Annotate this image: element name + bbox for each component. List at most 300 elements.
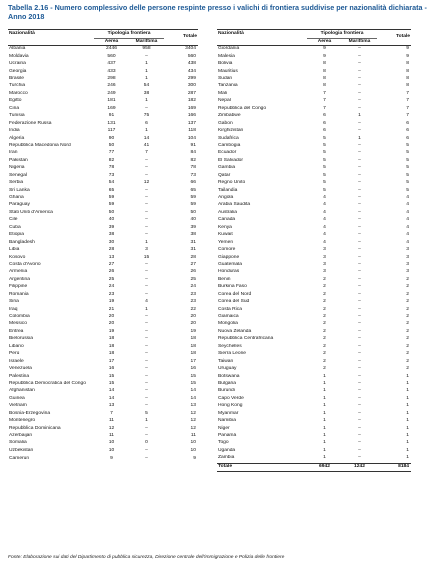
table-row <box>8 180 411 187</box>
table-row <box>8 329 411 336</box>
total-cell: 3 <box>406 269 409 275</box>
nationality-cell: Burundi <box>218 388 235 394</box>
air-cell: 7 <box>323 90 326 96</box>
total-cell: 2 <box>406 314 409 320</box>
total-cell: 11 <box>190 433 196 439</box>
total-cell: 169 <box>187 105 196 111</box>
data-table-container <box>8 29 411 472</box>
gutter <box>198 135 217 142</box>
gutter <box>198 165 217 172</box>
sea-cell: 1 <box>145 61 148 67</box>
total-cell: 17 <box>190 358 196 364</box>
sea-cell: – <box>358 61 361 67</box>
sea-cell: – <box>145 351 148 357</box>
sea-cell: – <box>145 447 148 453</box>
total-cell: 9 <box>193 455 196 461</box>
table-row <box>8 187 411 194</box>
sea-cell: – <box>358 276 361 282</box>
nationality-cell: Comore <box>218 247 236 253</box>
sea-cell: – <box>358 217 361 223</box>
air-cell: 91 <box>108 113 115 119</box>
nationality-cell: Filippine <box>9 284 28 290</box>
sea-cell: 7 <box>145 150 148 156</box>
sea-cell: – <box>358 425 361 431</box>
header-nationality-left: Nazionalità <box>8 30 94 39</box>
sea-cell: – <box>358 291 361 297</box>
table-row <box>8 165 411 172</box>
table-row <box>8 106 411 113</box>
total-cell: 299 <box>187 76 196 82</box>
total-cell: 59 <box>190 195 196 201</box>
air-cell: 1 <box>323 433 326 439</box>
sea-cell: 0 <box>145 440 148 446</box>
air-cell: 1 <box>323 403 326 409</box>
gutter <box>198 277 217 284</box>
total-cell: 5 <box>406 165 409 171</box>
nationality-cell: Bielorussia <box>9 336 33 342</box>
sea-cell: – <box>145 53 148 59</box>
table-row <box>8 262 411 269</box>
air-cell: 2 <box>323 343 326 349</box>
table-row <box>8 68 411 75</box>
sea-cell: 12 <box>143 180 150 186</box>
sea-cell: – <box>145 321 148 327</box>
air-cell: 54 <box>108 180 115 186</box>
sea-cell: – <box>145 366 148 372</box>
table-row <box>8 306 411 313</box>
total-cell: 59 <box>190 202 196 208</box>
table-row <box>8 284 411 291</box>
total-cell: 4 <box>406 217 409 223</box>
sea-cell: – <box>145 224 148 230</box>
total-cell: 2 <box>406 299 409 305</box>
total-cell: 12 <box>190 410 196 416</box>
gutter <box>198 291 217 298</box>
total-cell: 7 <box>406 98 409 104</box>
air-cell: 4 <box>323 224 326 230</box>
total-cell: 84 <box>190 150 196 156</box>
sea-cell: – <box>358 388 361 394</box>
nationality-cell: Giappone <box>218 254 240 260</box>
sea-cell: 1 <box>145 418 148 424</box>
nationality-cell: Cuba <box>9 224 21 230</box>
nationality-cell: Repubblica Democratica del Congo <box>9 380 86 386</box>
sea-cell: 3 <box>145 247 148 253</box>
gutter <box>198 403 217 410</box>
sea-cell: 41 <box>143 142 150 148</box>
table-row <box>8 358 411 365</box>
sea-cell: – <box>145 276 148 282</box>
air-cell: 7 <box>323 98 326 104</box>
air-cell: 2 <box>323 276 326 282</box>
nationality-cell: Etiopia <box>9 232 24 238</box>
nationality-cell: Kosovo <box>9 254 26 260</box>
air-cell: 30 <box>108 239 115 245</box>
sea-cell: – <box>145 395 148 401</box>
air-cell: 169 <box>107 105 116 111</box>
sea-cell: – <box>358 433 361 439</box>
gutter <box>198 299 217 306</box>
total-cell: 3 <box>406 254 409 260</box>
sea-cell: – <box>145 284 148 290</box>
air-cell: 19 <box>108 328 115 334</box>
air-cell: 3 <box>323 247 326 253</box>
total-cell: 23 <box>190 291 196 297</box>
total-cell: 10 <box>190 440 196 446</box>
air-cell: 8 <box>323 68 326 74</box>
air-cell: 78 <box>108 165 115 171</box>
sea-cell: 1 <box>358 135 361 141</box>
air-cell: 82 <box>108 157 115 163</box>
table-row <box>8 239 411 246</box>
total-cell: 5 <box>406 172 409 178</box>
gutter <box>198 440 217 447</box>
sea-cell: – <box>145 455 148 461</box>
gutter <box>198 418 217 425</box>
total-cell: 7 <box>406 113 409 119</box>
sea-cell: 1 <box>145 128 148 134</box>
nationality-cell: Guatemala <box>218 261 242 267</box>
nationality-cell: Turchia <box>9 83 26 89</box>
air-cell: 6 <box>323 113 326 119</box>
header-total-left: Totale <box>164 30 198 46</box>
sea-cell: – <box>358 395 361 401</box>
sea-cell: 75 <box>143 113 150 119</box>
total-cell: 28 <box>190 254 196 260</box>
gutter <box>198 143 217 150</box>
total-cell: 26 <box>190 269 196 275</box>
nationality-cell: Tailandia <box>218 187 238 193</box>
nationality-cell: Mauritius <box>218 68 238 74</box>
air-cell: 9 <box>323 53 326 59</box>
total-cell: 1 <box>406 395 409 401</box>
gutter <box>198 91 217 98</box>
total-cell: 40 <box>190 217 196 223</box>
total-cell: 1 <box>406 447 409 453</box>
gutter <box>198 239 217 246</box>
total-cell: 2 <box>406 351 409 357</box>
table-row <box>8 344 411 351</box>
total-cell: 6 <box>406 135 409 141</box>
nationality-cell: Camerun <box>9 455 30 461</box>
total-cell: 8 <box>406 61 409 67</box>
table-row <box>8 128 411 135</box>
air-cell: 65 <box>108 187 115 193</box>
table-row <box>8 440 411 447</box>
nationality-cell: Moldavia <box>9 53 29 59</box>
gutter <box>198 336 217 343</box>
air-cell: 2 <box>323 314 326 320</box>
nationality-cell: Yemen <box>218 239 234 245</box>
air-cell: 11 <box>108 418 115 424</box>
table-row <box>8 76 411 83</box>
total-cell: 1 <box>406 440 409 446</box>
total-cell: 560 <box>187 53 196 59</box>
nationality-cell: Pakistan <box>9 157 28 163</box>
total-cell: 434 <box>187 68 196 74</box>
sea-cell: – <box>358 187 361 193</box>
total-cell: 18 <box>190 351 196 357</box>
sea-cell: – <box>145 187 148 193</box>
nationality-cell: Stati Uniti d'America <box>9 209 53 215</box>
air-cell: 4 <box>323 239 326 245</box>
table-row <box>8 381 411 388</box>
sea-cell: – <box>358 76 361 82</box>
air-cell: 21 <box>108 306 115 312</box>
nationality-cell: Montenegro <box>9 418 36 424</box>
sea-cell: – <box>145 195 148 201</box>
table-row <box>8 172 411 179</box>
nationality-cell: Armenia <box>9 269 28 275</box>
total-cell: 9 <box>406 46 409 52</box>
header-nationality-right: Nazionalità <box>217 30 307 39</box>
nationality-cell: Zambia <box>218 455 235 461</box>
total-cell: 2 <box>406 336 409 342</box>
gutter <box>198 53 217 60</box>
nationality-cell: Georgia <box>9 68 27 74</box>
air-cell: 5 <box>323 135 326 141</box>
air-cell: 298 <box>107 76 116 82</box>
air-cell: 2 <box>323 306 326 312</box>
total-cell: 82 <box>190 157 196 163</box>
nationality-cell: Repubblica del Congo <box>218 105 267 111</box>
totals-row <box>8 463 411 471</box>
total-cell: 4 <box>406 239 409 245</box>
air-cell: 4 <box>323 232 326 238</box>
nationality-cell: Corea del Nord <box>218 291 252 297</box>
nationality-cell: Sudafrica <box>218 135 239 141</box>
air-cell: 8 <box>323 61 326 67</box>
table-row <box>8 83 411 90</box>
total-cell: 5 <box>406 142 409 148</box>
table-row <box>8 373 411 380</box>
sea-cell: – <box>358 247 361 253</box>
table-row <box>8 410 411 417</box>
nationality-cell: Benin <box>218 276 231 282</box>
total-cell: 1 <box>406 425 409 431</box>
table-row <box>8 351 411 358</box>
nationality-cell: Namibia <box>218 418 236 424</box>
total-cell: 3 <box>406 247 409 253</box>
sea-cell: – <box>358 180 361 186</box>
total-cell: 438 <box>187 61 196 67</box>
sea-cell: – <box>145 217 148 223</box>
total-cell: 2 <box>406 328 409 334</box>
total-cell: 2 <box>406 291 409 297</box>
air-cell: 5 <box>323 142 326 148</box>
table-row <box>8 158 411 165</box>
nationality-cell: Repubblica Centrafricana <box>218 336 274 342</box>
nationality-cell: Giamaica <box>218 314 239 320</box>
air-cell: 5 <box>323 150 326 156</box>
total-cell: 78 <box>190 165 196 171</box>
table-row <box>8 366 411 373</box>
air-cell: 6 <box>323 128 326 134</box>
nationality-cell: Costa d'Avorio <box>9 261 41 267</box>
air-cell: 1 <box>323 388 326 394</box>
table-row <box>8 150 411 157</box>
sea-cell: 958 <box>142 46 151 52</box>
air-cell: 1 <box>323 440 326 446</box>
nationality-cell: Paraguay <box>9 202 30 208</box>
air-cell: 16 <box>108 366 115 372</box>
air-cell: 15 <box>108 373 115 379</box>
air-cell: 9 <box>110 455 113 461</box>
air-cell: 59 <box>108 202 115 208</box>
sea-cell: – <box>358 120 361 126</box>
sea-cell: – <box>358 53 361 59</box>
air-cell: 26 <box>108 269 115 275</box>
gutter <box>198 463 217 471</box>
table-row <box>8 448 411 455</box>
air-cell: 9 <box>323 46 326 52</box>
totals-sea: 1242 <box>342 463 377 471</box>
air-cell: 5 <box>323 165 326 171</box>
air-cell: 73 <box>108 172 115 178</box>
total-cell: 5 <box>406 157 409 163</box>
air-cell: 131 <box>107 120 116 126</box>
sea-cell: – <box>358 46 361 52</box>
sea-cell: – <box>145 358 148 364</box>
air-cell: 2 <box>323 358 326 364</box>
air-cell: 24 <box>108 284 115 290</box>
total-cell: 104 <box>187 135 196 141</box>
nationality-cell: Cile <box>9 217 18 223</box>
total-cell: 18 <box>190 336 196 342</box>
gutter <box>198 254 217 261</box>
gutter <box>198 425 217 432</box>
sea-cell: – <box>358 343 361 349</box>
blank <box>129 463 164 471</box>
nationality-cell: Nigeria <box>9 165 25 171</box>
source-note: Fonte: Elaborazione sui dati del Dipartimento di pubblica sicurezza, Direzione centrale dell'immigrazione e Polizia delle frontiere <box>8 555 285 560</box>
total-cell: 20 <box>190 314 196 320</box>
sea-cell: – <box>358 328 361 334</box>
total-cell: 3 <box>406 261 409 267</box>
gutter <box>198 329 217 336</box>
table-row <box>8 425 411 432</box>
nationality-cell: Egitto <box>9 98 22 104</box>
nationality-cell: Senegal <box>9 172 27 178</box>
nationality-cell: Venezuela <box>9 366 32 372</box>
sea-cell: 38 <box>143 90 150 96</box>
nationality-cell: Nepal <box>218 98 231 104</box>
table-row <box>8 202 411 209</box>
air-cell: 39 <box>108 224 115 230</box>
air-cell: 4 <box>323 217 326 223</box>
nationality-cell: Eritrea <box>9 328 24 334</box>
gutter <box>198 83 217 90</box>
gutter <box>198 202 217 209</box>
table-title: Tabella 2.16 - Numero complessivo delle persone respinte presso i valichi di frontiera suddivise per nazionalità dichiarata - Anno 2018 <box>8 3 427 21</box>
gutter <box>198 195 217 202</box>
total-cell: 65 <box>190 187 196 193</box>
gutter <box>198 46 217 54</box>
header-sea-left: Marittima <box>129 39 164 46</box>
nationality-cell: Ucraina <box>9 61 26 67</box>
air-cell: 433 <box>107 68 116 74</box>
sea-cell: – <box>358 105 361 111</box>
nationality-cell: Zimbabwe <box>218 113 241 119</box>
sea-cell: – <box>358 128 361 134</box>
air-cell: 2 <box>323 291 326 297</box>
nationality-cell: Burkina Faso <box>218 284 247 290</box>
gutter <box>198 306 217 313</box>
total-cell: 5 <box>406 180 409 186</box>
sea-cell: – <box>358 224 361 230</box>
nationality-cell: Messico <box>9 321 27 327</box>
sea-cell: – <box>358 455 361 461</box>
gutter <box>198 187 217 194</box>
air-cell: 2446 <box>106 46 117 52</box>
gutter <box>198 98 217 105</box>
nationality-cell: Iran <box>9 150 18 156</box>
gutter <box>198 247 217 254</box>
air-cell: 13 <box>108 403 115 409</box>
nationality-cell: Panamá <box>218 433 237 439</box>
total-cell: 4 <box>406 195 409 201</box>
sea-cell: – <box>358 209 361 215</box>
air-cell: 18 <box>108 343 115 349</box>
air-cell: 3 <box>323 261 326 267</box>
gutter <box>198 106 217 113</box>
table-row <box>8 299 411 306</box>
table-row <box>8 91 411 98</box>
air-cell: 4 <box>323 202 326 208</box>
air-cell: 10 <box>108 447 115 453</box>
table-row <box>8 135 411 142</box>
blank <box>94 463 129 471</box>
nationality-cell: Ghana <box>9 195 24 201</box>
total-cell: 12 <box>190 425 196 431</box>
sea-cell: – <box>145 403 148 409</box>
air-cell: 181 <box>107 98 116 104</box>
header-group-right: Tipologia frontiera <box>307 30 377 39</box>
nationality-cell: Colombia <box>9 314 30 320</box>
total-cell: 2 <box>406 366 409 372</box>
nationality-cell: Palestina <box>9 373 30 379</box>
nationality-cell: Vietnam <box>9 403 27 409</box>
table-row <box>8 388 411 395</box>
nationality-cell: Costa Rica <box>218 306 242 312</box>
sea-cell: – <box>145 343 148 349</box>
gutter <box>198 351 217 358</box>
sea-cell: 15 <box>143 254 150 260</box>
total-cell: 31 <box>190 239 196 245</box>
total-cell: 6 <box>406 120 409 126</box>
nationality-cell: Togo <box>218 440 229 446</box>
nationality-cell: Guinea <box>9 395 25 401</box>
nationality-cell: Honduras <box>218 269 240 275</box>
air-cell: 4 <box>323 209 326 215</box>
sea-cell: – <box>358 380 361 386</box>
sea-cell: – <box>145 165 148 171</box>
nationality-cell: Azerbaijan <box>9 433 33 439</box>
total-cell: 24 <box>190 284 196 290</box>
nationality-cell: Serbia <box>9 180 24 186</box>
sea-cell: 5 <box>145 410 148 416</box>
table-row <box>8 254 411 261</box>
gutter <box>198 381 217 388</box>
sea-cell: 1 <box>145 98 148 104</box>
air-cell: 5 <box>323 187 326 193</box>
nationality-cell: Bulgaria <box>218 380 236 386</box>
sea-cell: – <box>358 202 361 208</box>
air-cell: 8 <box>323 83 326 89</box>
sea-cell: – <box>358 269 361 275</box>
nationality-cell: Regno Unito <box>218 180 246 186</box>
sea-cell: – <box>145 433 148 439</box>
